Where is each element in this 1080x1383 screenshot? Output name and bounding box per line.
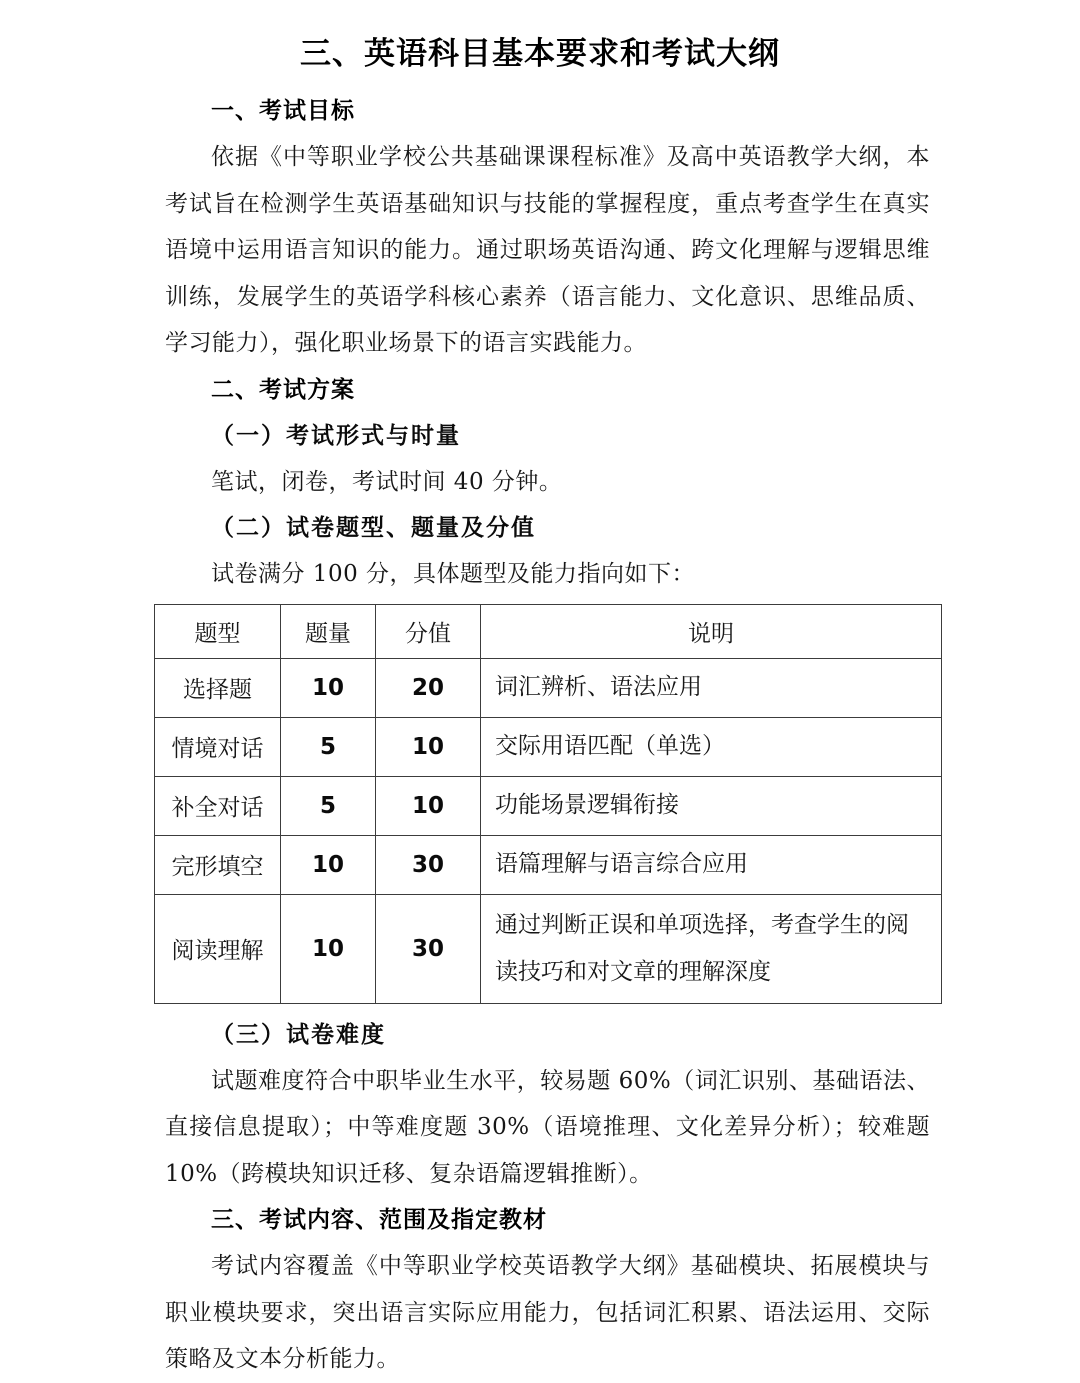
- table-row: [155, 658, 942, 717]
- cell-description: 功能场景逻辑衔接: [481, 776, 942, 835]
- cell-question-type: 完形填空: [155, 835, 281, 894]
- section-heading-exam-plan: 二、考试方案: [211, 376, 355, 403]
- cell-question-count: 10: [281, 658, 376, 717]
- paragraph-exam-objective: 依据《中等职业学校公共基础课课程标准》及高中英语教学大纲，本考试旨在检测学生英语基础知识与技能的掌握程度，重点考查学生在真实语境中运用语言知识的能力。通过职场英语沟通、跨文化理解与逻辑思维训练，发展学生的英语学科核心素养（语言能力、文化意识、思维品质、学习能力），强化职业场景下的语言实践能力。: [165, 144, 930, 356]
- table-header-question-type: 题型: [155, 604, 281, 658]
- section-heading-content-scope: 三、考试内容、范围及指定教材: [211, 1207, 547, 1233]
- cell-question-count: 10: [281, 894, 376, 1003]
- cell-question-count: 10: [281, 835, 376, 894]
- table-header-question-count: 题量: [281, 604, 376, 658]
- cell-score: 30: [376, 894, 481, 1003]
- question-type-table: [154, 604, 942, 1004]
- cell-description: 通过判断正误和单项选择，考查学生的阅读技巧和对文章的理解深度: [481, 894, 942, 1003]
- subsection-heading-paper-difficulty: （三）试卷难度: [211, 1020, 386, 1048]
- cell-score: 10: [376, 717, 481, 776]
- cell-score: 10: [376, 776, 481, 835]
- subsection-heading-exam-format: （一）考试形式与时量: [211, 421, 461, 449]
- cell-question-count: 5: [281, 717, 376, 776]
- cell-question-count: 5: [281, 776, 376, 835]
- cell-description: 词汇辨析、语法应用: [481, 658, 942, 717]
- table-row: [155, 776, 942, 835]
- cell-score: 20: [376, 658, 481, 717]
- table-row: [155, 894, 942, 1003]
- cell-question-type: 补全对话: [155, 776, 281, 835]
- section-heading-exam-objective: 一、考试目标: [211, 98, 355, 124]
- paragraph-content-scope: 考试内容覆盖《中等职业学校英语教学大纲》基础模块、拓展模块与职业模块要求，突出语言实际应用能力，包括词汇积累、语法运用、交际策略及文本分析能力。: [165, 1253, 930, 1372]
- text-exam-format: 笔试，闭卷，考试时间 40 分钟。: [211, 468, 563, 495]
- cell-score: 30: [376, 835, 481, 894]
- cell-description: 语篇理解与语言综合应用: [481, 835, 942, 894]
- cell-question-type: 阅读理解: [155, 894, 281, 1003]
- text-table-intro: 试卷满分 100 分，具体题型及能力指向如下：: [211, 561, 696, 587]
- paragraph-paper-difficulty: 试题难度符合中职毕业生水平，较易题 60%（词汇识别、基础语法、直接信息提取）；中等难度题 30%（语境推理、文化差异分析）；较难题 10%（跨模块知识迁移、复杂语篇逻辑推断）。: [165, 1067, 930, 1187]
- table-header-row: [155, 604, 942, 658]
- table-header-description: 说明: [481, 604, 942, 658]
- cell-question-type: 选择题: [155, 658, 281, 717]
- table-row: [155, 835, 942, 894]
- subsection-heading-paper-structure: （二）试卷题型、题量及分值: [211, 514, 536, 541]
- table-header-score: 分值: [376, 604, 481, 658]
- cell-description: 交际用语匹配（单选）: [481, 717, 942, 776]
- page-title: 三、英语科目基本要求和考试大纲: [300, 36, 780, 72]
- cell-question-type: 情境对话: [155, 717, 281, 776]
- table-row: [155, 717, 942, 776]
